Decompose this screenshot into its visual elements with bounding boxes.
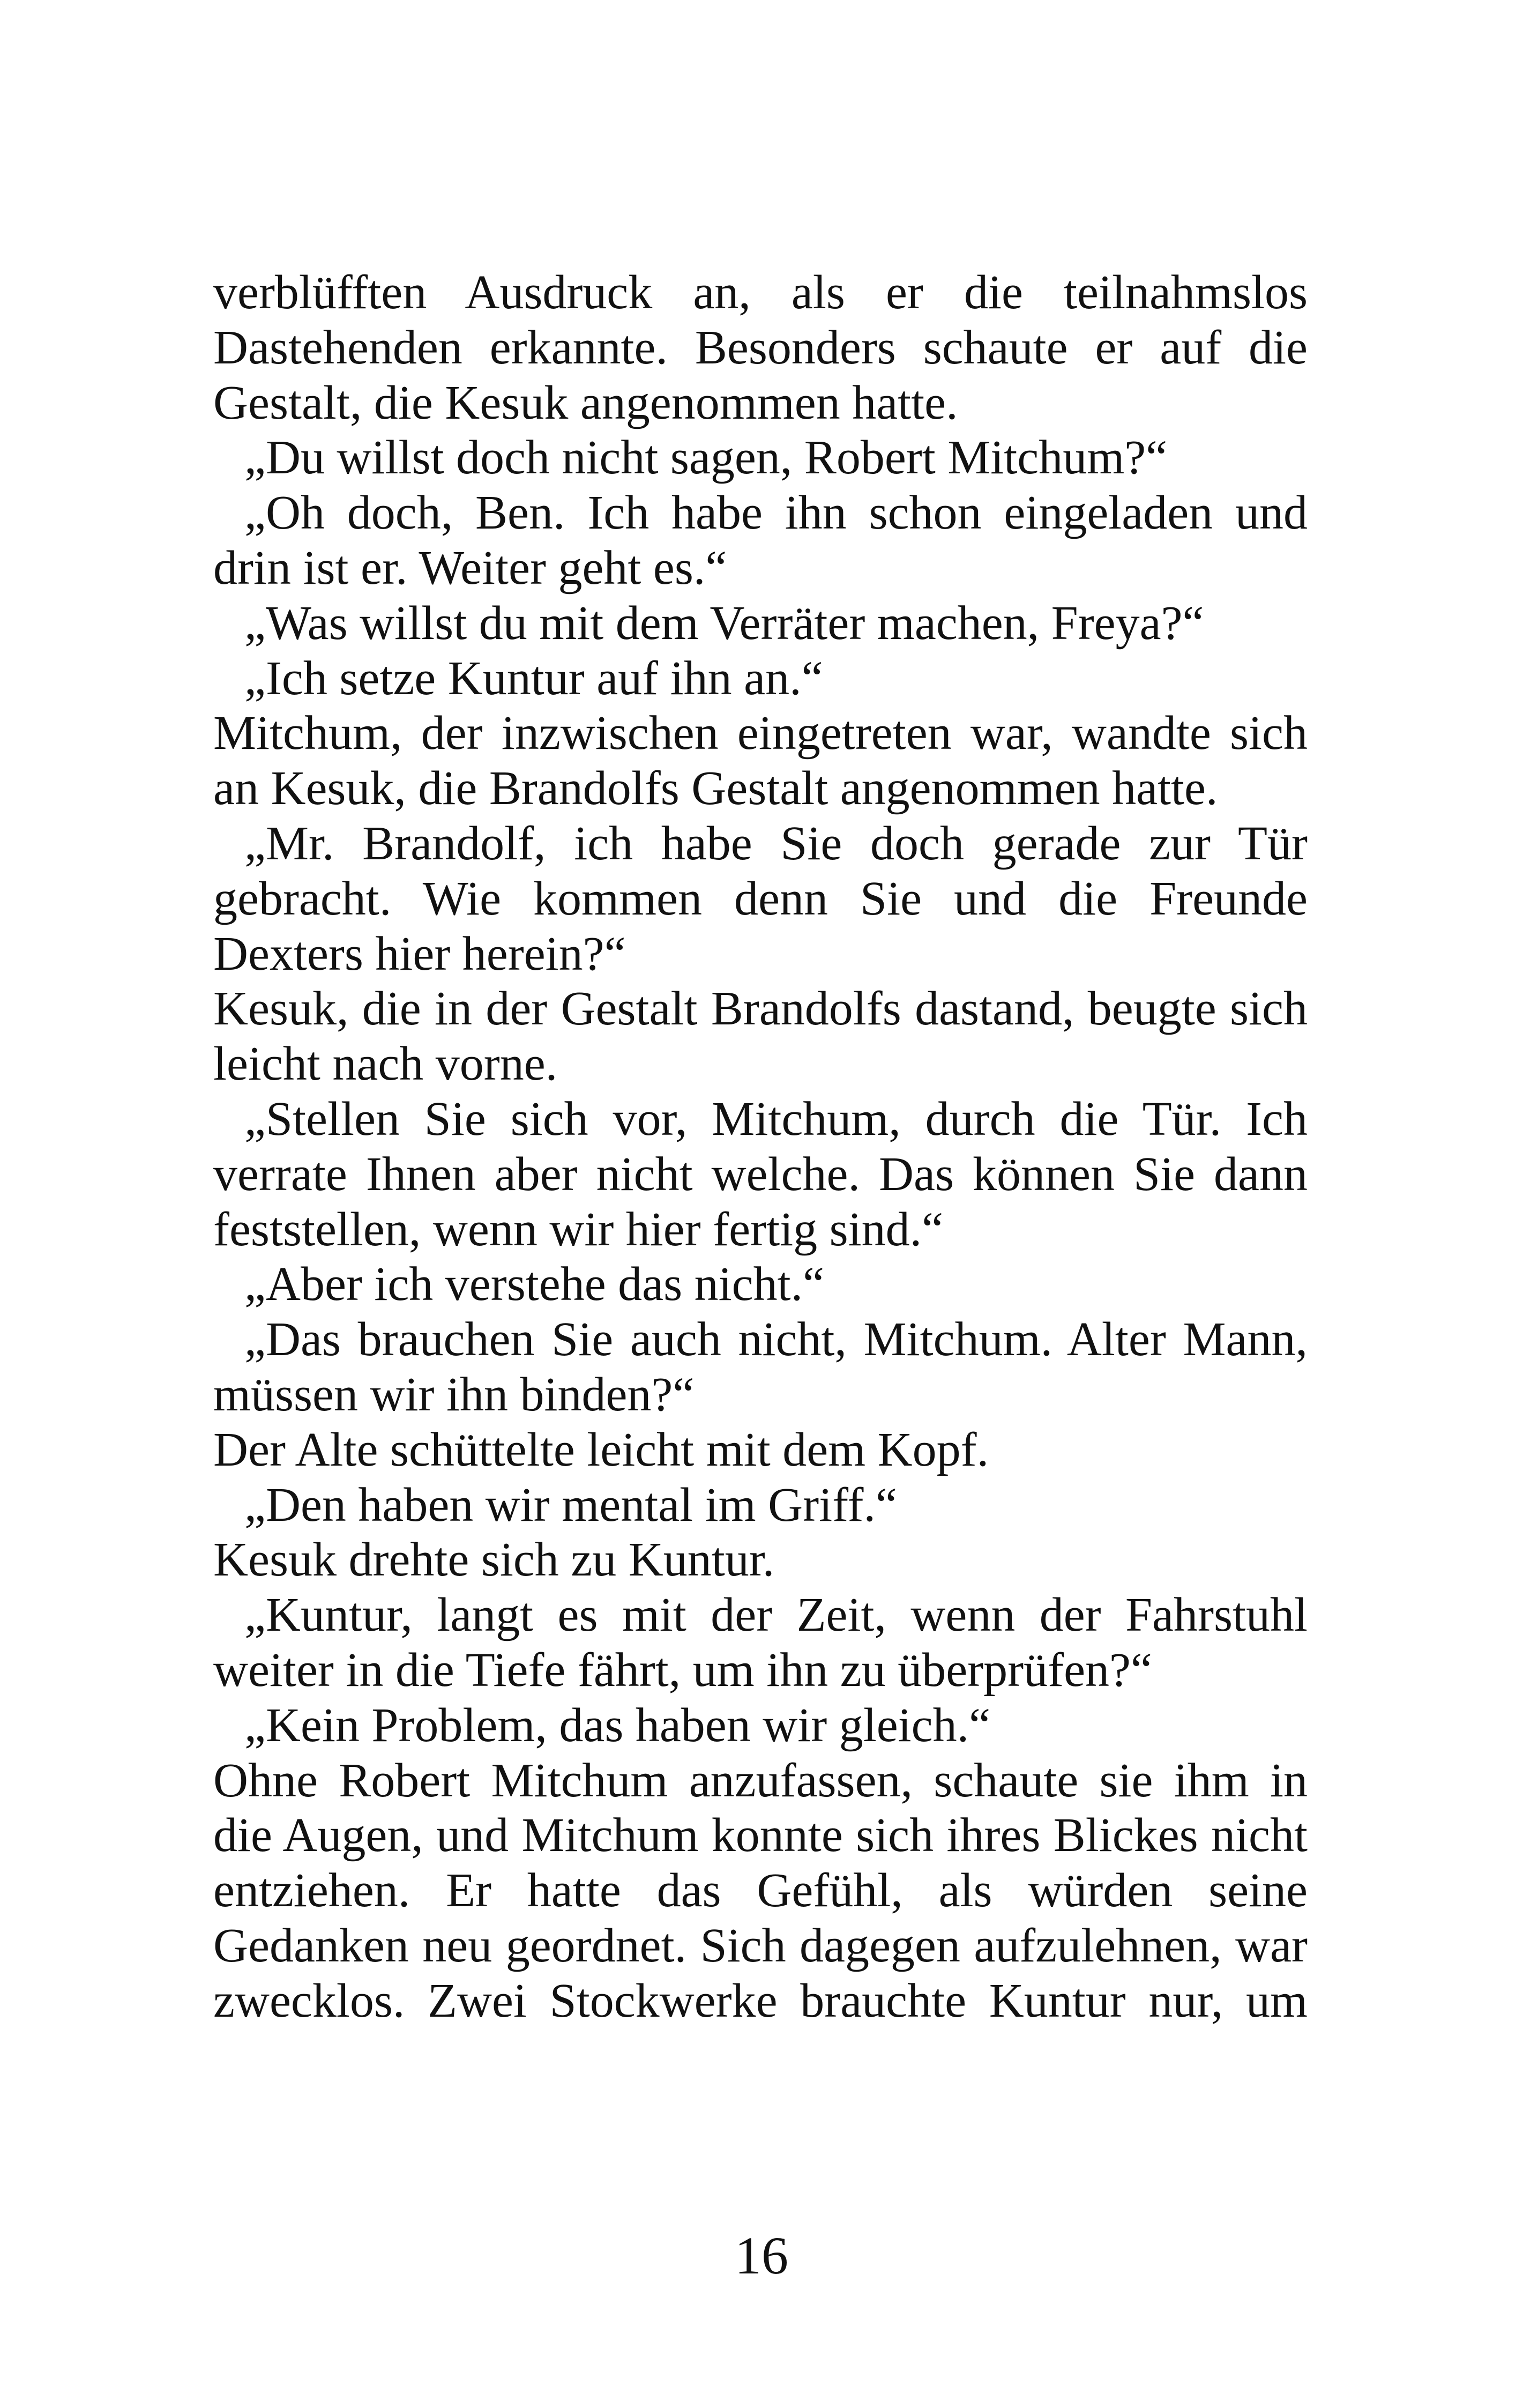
- text-line: entziehen. Er hatte das Gefühl, als würden seine: [213, 1864, 1308, 1918]
- text-line: die Augen, und Mitchum konnte sich ihres Blickes nicht: [213, 1809, 1308, 1862]
- text-line: müssen wir ihn binden?“: [213, 1367, 695, 1421]
- text-line: Kesuk drehte sich zu Kuntur.: [213, 1533, 775, 1587]
- text-line: drin ist er. Weiter geht es.“: [213, 541, 727, 594]
- text-line: Mitchum, der inzwischen eingetreten war, wandte sich: [213, 707, 1308, 760]
- text-line: „Kein Problem, das haben wir gleich.“: [244, 1698, 991, 1752]
- text-line: „Was willst du mit dem Verräter machen, Freya?“: [244, 596, 1204, 650]
- page-number: 16: [735, 2226, 788, 2285]
- text-line: „Oh doch, Ben. Ich habe ihn schon eingeladen und: [244, 486, 1308, 540]
- text-line: „Kuntur, langt es mit der Zeit, wenn der Fahrstuhl: [244, 1588, 1308, 1642]
- text-line: „Das brauchen Sie auch nicht, Mitchum. Alter Mann,: [244, 1313, 1308, 1366]
- text-line: an Kesuk, die Brandolfs Gestalt angenommen hatte.: [213, 762, 1218, 815]
- text-line: „Stellen Sie sich vor, Mitchum, durch die Tür. Ich: [244, 1092, 1308, 1146]
- text-line: verblüfften Ausdruck an, als er die teilnahmslos: [213, 266, 1308, 319]
- text-line: verrate Ihnen aber nicht welche. Das können Sie dann: [213, 1147, 1308, 1201]
- text-line: Gestalt, die Kesuk angenommen hatte.: [213, 376, 958, 429]
- text-line: „Mr. Brandolf, ich habe Sie doch gerade zur Tür: [244, 816, 1308, 870]
- text-line: Der Alte schüttelte leicht mit dem Kopf.: [213, 1423, 989, 1476]
- text-line: Gedanken neu geordnet. Sich dagegen aufzulehnen, war: [213, 1919, 1308, 1972]
- text-line: feststellen, wenn wir hier fertig sind.“: [213, 1202, 944, 1256]
- text-line: „Den haben wir mental im Griff.“: [244, 1478, 897, 1532]
- text-line: gebracht. Wie kommen denn Sie und die Freunde: [213, 872, 1308, 925]
- text-line: Dastehenden erkannte. Besonders schaute er auf die: [213, 321, 1308, 374]
- text-line: „Aber ich verstehe das nicht.“: [244, 1258, 825, 1311]
- text-line: Dexters hier herein?“: [213, 927, 626, 980]
- text-line: „Du willst doch nicht sagen, Robert Mitchum?“: [244, 431, 1168, 485]
- text-line: weiter in die Tiefe fährt, um ihn zu überprüfen?“: [213, 1643, 1152, 1697]
- text-line: Ohne Robert Mitchum anzufassen, schaute sie ihm in: [213, 1753, 1308, 1807]
- text-line: leicht nach vorne.: [213, 1037, 558, 1091]
- text-line: „Ich setze Kuntur auf ihn an.“: [244, 651, 823, 705]
- text-line: zwecklos. Zwei Stockwerke brauchte Kuntur nur, um: [213, 1974, 1308, 2027]
- text-line: Kesuk, die in der Gestalt Brandolfs dastand, beugte sich: [213, 982, 1308, 1036]
- body-text: [213, 265, 1308, 2029]
